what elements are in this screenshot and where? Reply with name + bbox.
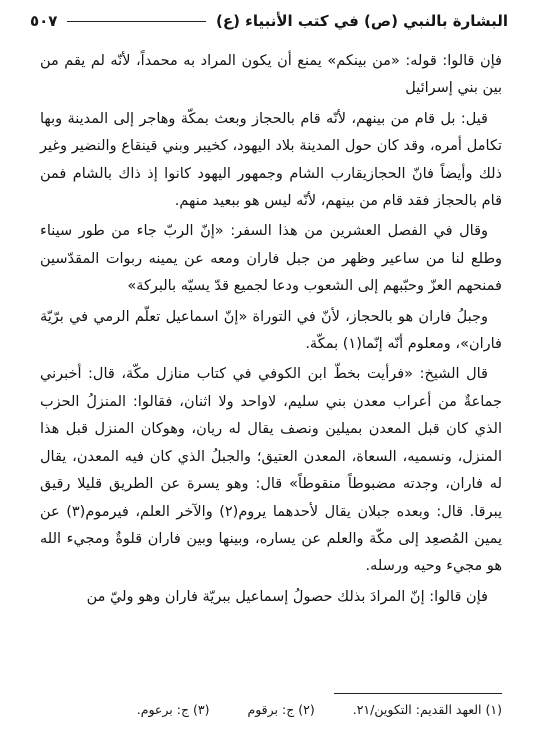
running-header	[30, 10, 508, 32]
header-rule	[67, 21, 206, 22]
paragraph-sheikh-quote: قال الشيخ: «فرأيت بخطّ ابن الكوفي في كتاب منازل مكّة، قال: أخبرني جماعةٌ من أعراب معدن بني سليم، لاواحد ولا اثنان، فقالوا: المنزلُ الحزب الذي كان قبل المعدن بميلين ونصف يقال له ريان، وهوكان المنزل قبل هذا المنزل، ونسميه، السعاة، المعدن العتيق؛ والجبلُ الذي كان فيه المعدن، يقال له فاران، وجدته مضبوطاً منقوطاً» قال: وهو يسرة عن الطريق قليلا رقيق يبرقا. قال: وبعده جبلان يقال لأحدهما يروم(٢) والآخر العلم، فيرموم(٣) عن يمين المُصعِد إلى مكّة والعلم عن يساره، وبينها وبين فاران قلوةٌ ومجيء الله هو مجيء وحيه ورسله.	[40, 366, 502, 575]
footnote-2: (٢) ج: برقوم	[247, 702, 315, 717]
main-text	[40, 48, 502, 614]
page-number: ٥٠٧	[30, 12, 58, 30]
paragraph-reply: قيل: بل قام من بينهم، لأنّه قام بالحجاز وبعث بمكّة وهاجر إلى المدينة وبها تكامل أمره، وقد كان حول المدينة بلاد اليهود، كخيبر وبني قينقاع والنضير وغير ذلك وأيضاً فانّ الحجازيقارب الشام وجمهور اليهود كانوا إذ ذاك بالشام فمن قام بالحجاز فقد قام من بينهم، لأنّه ليس هو ببعيد منهم.	[40, 110, 502, 210]
paragraph-second-objection: فإن قالوا: إنّ المرادَ بذلك حصولُ إسماعيل ببريّة فاران وهو وليّ من	[86, 588, 488, 605]
footnotes	[40, 700, 502, 720]
footnote-1: (١) العهد القديم: التكوين/٢١.	[352, 702, 502, 717]
footnote-separator	[334, 693, 502, 694]
paragraph-mount-paran: وجبلُ فاران هو بالحجاز، لأنّ في التوراة «إنّ اسماعيل تعلّم الرمي في برّيّة فاران»، ومعلوم أنّه إنّما(١) بمكّة.	[40, 308, 502, 353]
running-title: البشارة بالنبي (ص) في كتب الأنبياء (ع)	[216, 12, 508, 30]
footnote-3: (٣) ج: برعوم.	[136, 702, 210, 717]
paragraph-chapter-twenty: وقال في الفصل العشرين من هذا السفر: «إنّ الربّ جاء من طور سيناء وطلع لنا من ساعير وظهر من جبل فاران ومعه عن يمينه ربوات المقدّسين فمنحهم العزّ وحبّبهم إلى الشعوب ودعا لجميع قدّ يسيّه بالبركة»	[40, 223, 502, 295]
paragraph-objection: فإن قالوا: قوله: «من بينكم» يمنع أن يكون المراد به محمداً، لأنّه لم يقم من بين بني إسرائيل	[40, 53, 502, 97]
